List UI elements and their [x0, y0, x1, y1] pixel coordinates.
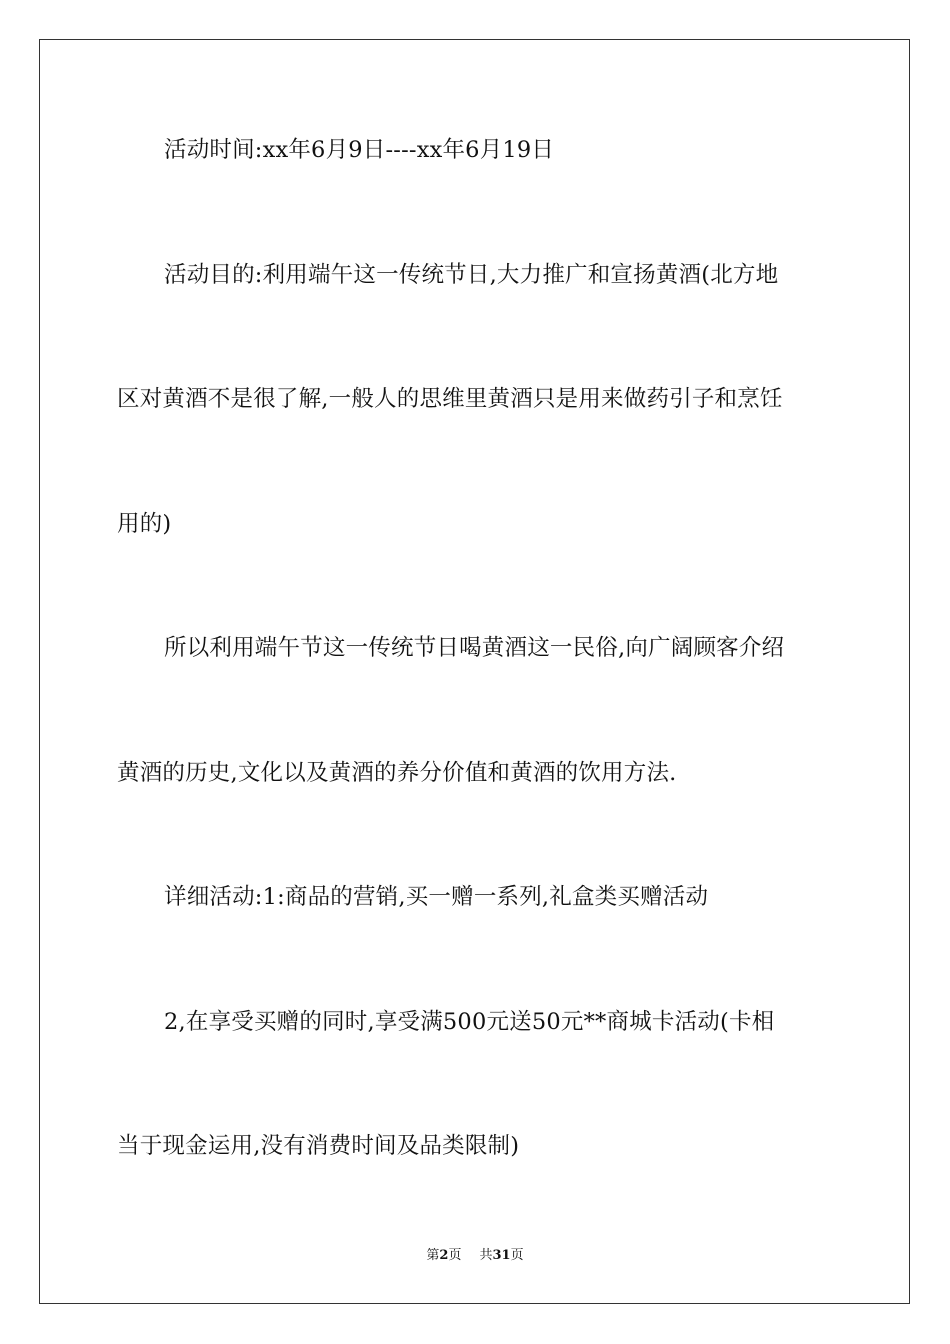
footer-page-prefix: 第 — [426, 1248, 440, 1263]
paragraph-line-detail: 详细活动:1:商品的营销,买一赠一系列,礼盒类买赠活动 — [164, 884, 709, 910]
paragraph-line-purpose-end: 用的) — [117, 511, 172, 537]
footer-page-number: 2 — [439, 1248, 449, 1263]
paragraph-line-purpose-cont: 区对黄酒不是很了解,一般人的思维里黄酒只是用来做药引子和烹饪 — [117, 386, 783, 412]
page-border — [39, 39, 910, 1304]
footer-total-suffix: 页 — [510, 1248, 524, 1263]
paragraph-line-custom: 所以利用端午节这一传统节日喝黄酒这一民俗,向广阔顾客介绍 — [164, 635, 785, 661]
paragraph-line-promo: 2,在享受买赠的同时,享受满500元送50元**商城卡活动(卡相 — [164, 1009, 775, 1035]
paragraph-line-custom-cont: 黄酒的历史,文化以及黄酒的养分价值和黄酒的饮用方法. — [117, 760, 677, 786]
paragraph-line-purpose: 活动目的:利用端午这一传统节日,大力推广和宣扬黄酒(北方地 — [164, 262, 779, 288]
footer-total-prefix: 共 — [479, 1248, 493, 1263]
page-footer — [0, 1247, 950, 1265]
footer-total-pages: 31 — [492, 1248, 511, 1263]
paragraph-line-activity-time: 活动时间:xx年6月9日----xx年6月19日 — [164, 137, 555, 163]
footer-page-suffix: 页 — [448, 1248, 462, 1263]
paragraph-line-promo-cont: 当于现金运用,没有消费时间及品类限制) — [117, 1133, 520, 1159]
